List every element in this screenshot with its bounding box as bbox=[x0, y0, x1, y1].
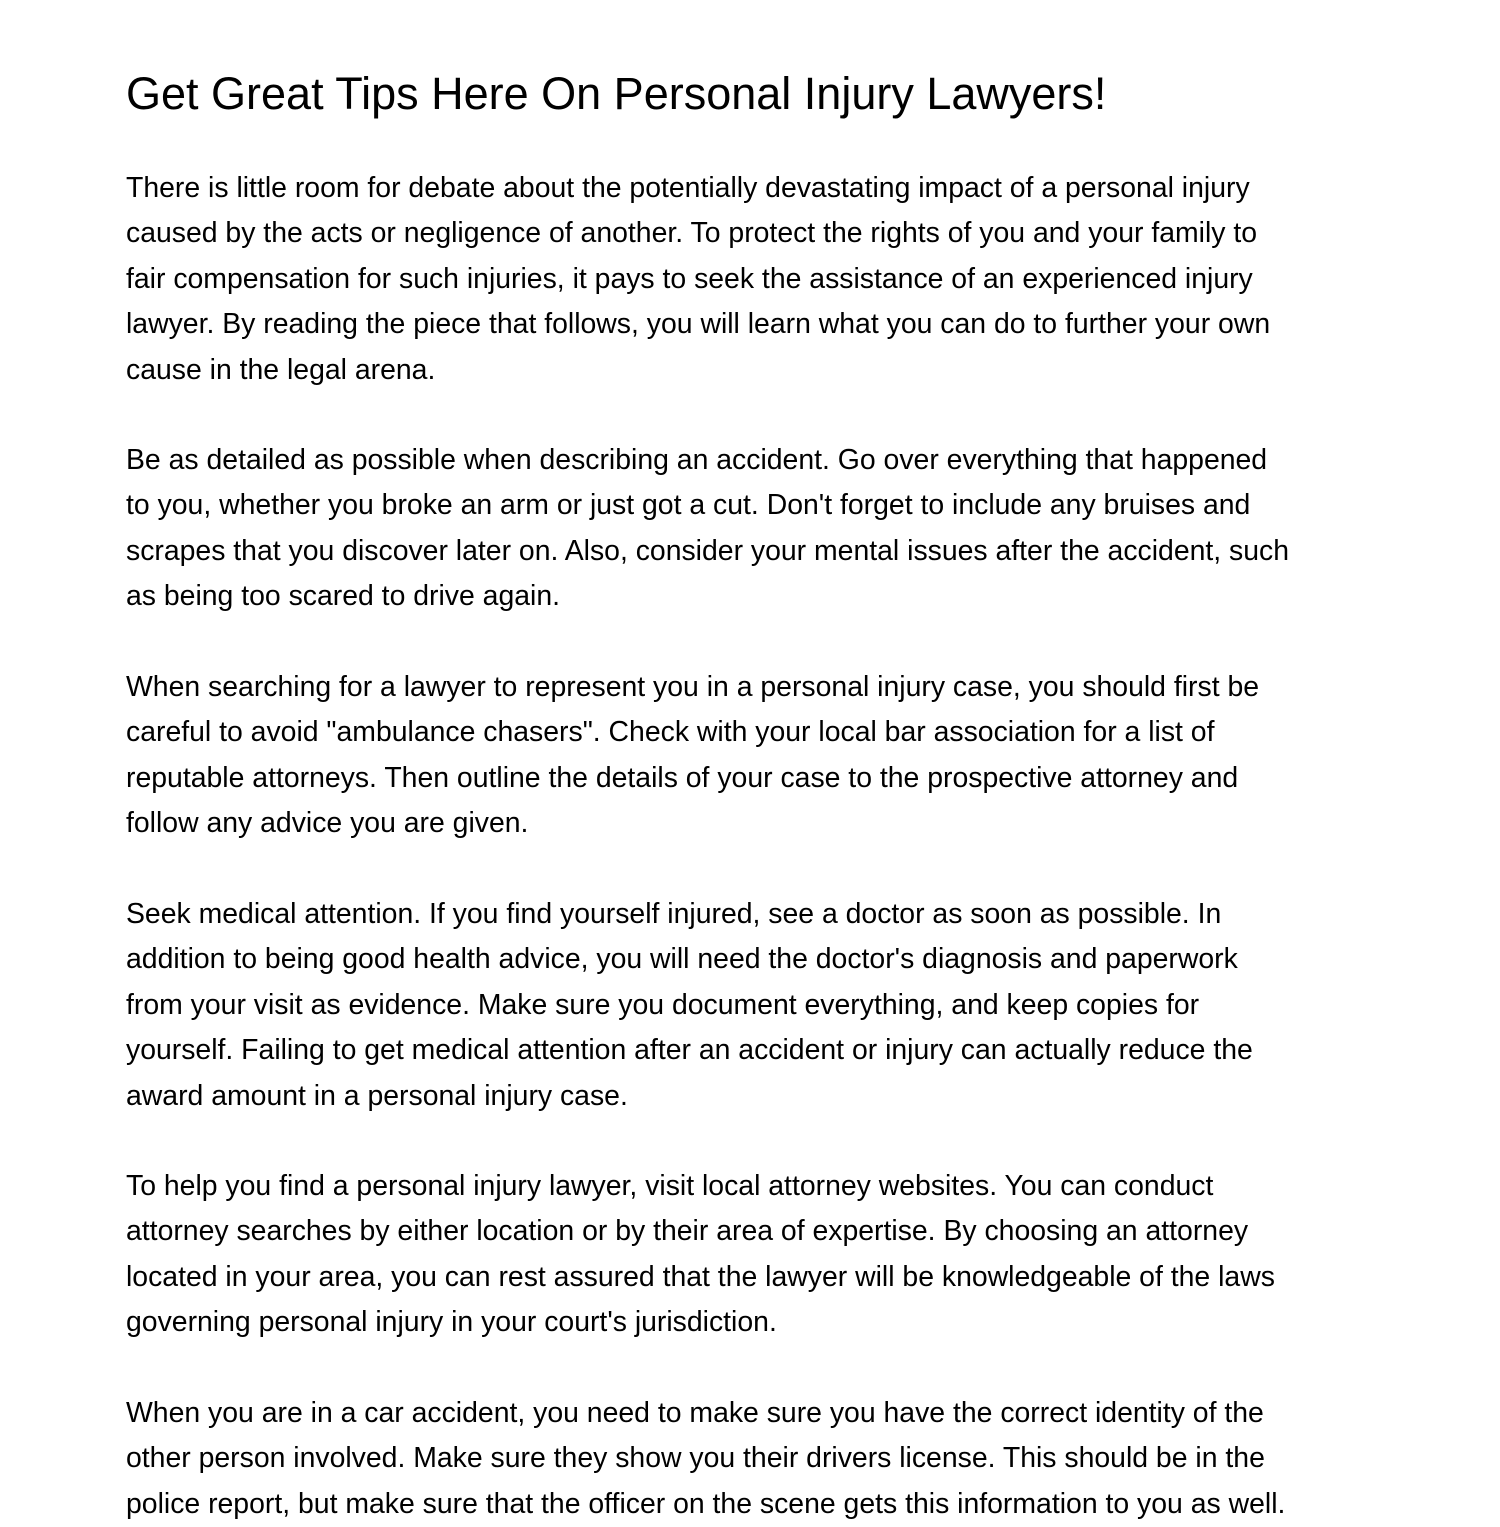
paragraph-avoid-ambulance-chasers bbox=[126, 665, 1259, 847]
text-line: There is little room for debate about the potentially devastating impact of a personal injury bbox=[126, 172, 1250, 204]
text-line: from your visit as evidence. Make sure you document everything, and keep copies for bbox=[126, 988, 1200, 1021]
text-line: addition to being good health advice, you will need the doctor's diagnosis and paperwork bbox=[126, 943, 1238, 976]
text-line: To help you find a personal injury lawyer, visit local attorney websites. You can conduct bbox=[126, 1170, 1214, 1202]
text-line: reputable attorneys. Then outline the details of your case to the prospective attorney and bbox=[126, 761, 1239, 794]
text-line: scrapes that you discover later on. Also, consider your mental issues after the accident, such bbox=[126, 534, 1290, 567]
text-line: to you, whether you broke an arm or just got a cut. Don't forget to include any bruises and bbox=[126, 489, 1251, 522]
text-line: Be as detailed as possible when describing an accident. Go over everything that happened bbox=[126, 444, 1268, 476]
text-line: cause in the legal arena. bbox=[126, 353, 436, 386]
text-line: When searching for a lawyer to represent you in a personal injury case, you should first be bbox=[126, 671, 1260, 703]
text-line: careful to avoid "ambulance chasers". Check with your local bar association for a list of bbox=[126, 716, 1215, 749]
text-line: other person involved. Make sure they show you their drivers license. This should be in the bbox=[126, 1442, 1265, 1475]
text-line: follow any advice you are given. bbox=[126, 807, 529, 840]
text-line: award amount in a personal injury case. bbox=[126, 1079, 628, 1112]
paragraph-medical-attention bbox=[126, 892, 1253, 1119]
text-line: attorney searches by either location or by their area of expertise. By choosing an attorney bbox=[126, 1215, 1249, 1248]
text-line: When you are in a car accident, you need to make sure you have the correct identity of the bbox=[126, 1397, 1264, 1429]
text-line: yourself. Failing to get medical attention after an accident or injury can actually reduce the bbox=[126, 1034, 1253, 1067]
paragraph-attorney-websites bbox=[126, 1164, 1275, 1346]
paragraph-intro bbox=[126, 166, 1270, 393]
document-title: Get Great Tips Here On Personal Injury Lawyers! bbox=[126, 68, 1107, 119]
document-page bbox=[126, 0, 1376, 1520]
text-line: fair compensation for such injuries, it pays to seek the assistance of an experienced injury bbox=[126, 262, 1253, 295]
text-line: governing personal injury in your court's jurisdiction. bbox=[126, 1306, 777, 1339]
paragraph-car-accident bbox=[126, 1391, 1285, 1527]
text-line: caused by the acts or negligence of another. To protect the rights of you and your family to bbox=[126, 217, 1258, 250]
text-line: located in your area, you can rest assured that the lawyer will be knowledgeable of the laws bbox=[126, 1260, 1275, 1293]
text-line: as being too scared to drive again. bbox=[126, 580, 561, 613]
text-line: police report, but make sure that the officer on the scene gets this information to you as well. bbox=[126, 1487, 1286, 1520]
text-line: Seek medical attention. If you find yourself injured, see a doctor as soon as possible. In bbox=[126, 898, 1222, 930]
text-line: lawyer. By reading the piece that follows, you will learn what you can do to further your own bbox=[126, 308, 1271, 341]
paragraph-accident-details bbox=[126, 438, 1289, 620]
